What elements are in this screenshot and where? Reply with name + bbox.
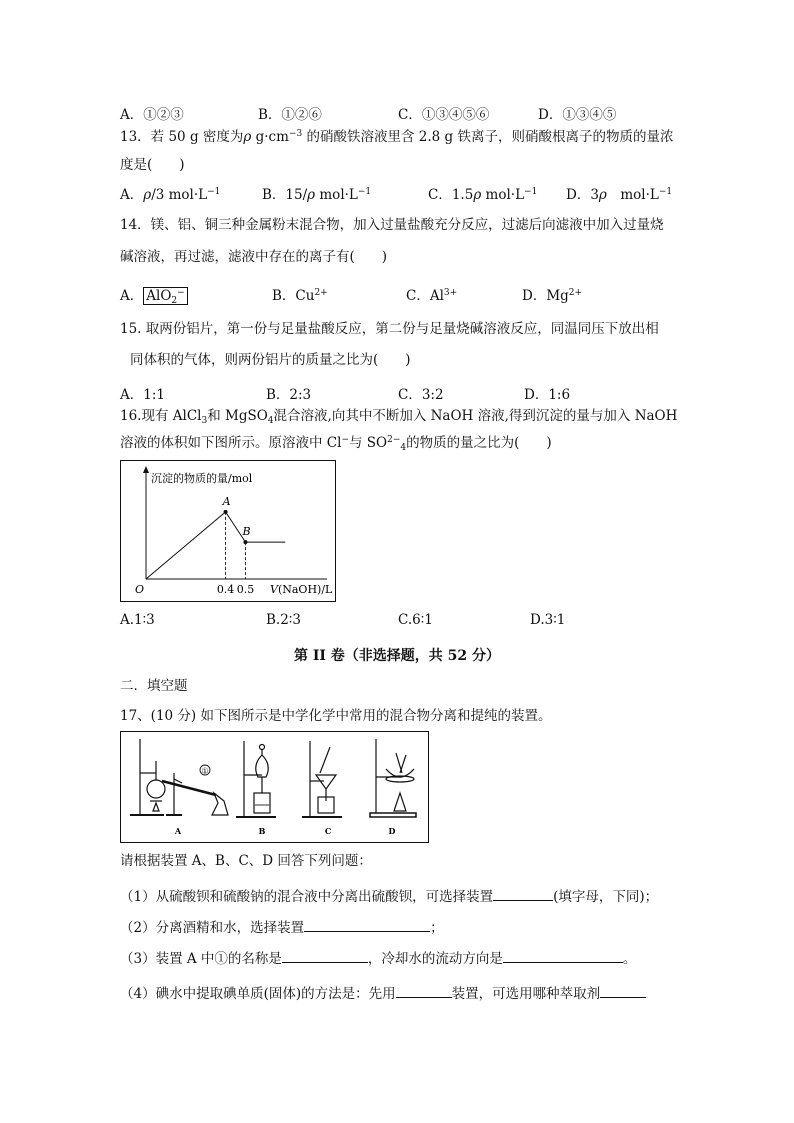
separation-apparatus-figure <box>120 731 429 843</box>
apparatus-frame <box>121 732 429 843</box>
point-label-A: A <box>222 494 231 508</box>
q16-stem-line2: 溶液的体积如下图所示。原溶液中 Cl−与 $SO^{2-}_4$的物质的量之比为( ) <box>120 435 552 453</box>
q17-sub3: （3）装置 A 中①的名称是 ，冷却水的流动方向是 。 <box>120 948 636 969</box>
point-B <box>243 540 247 544</box>
answer-blank-4b[interactable] <box>600 983 646 998</box>
q16-option-c: C.6∶1 <box>398 612 433 628</box>
q15-stem-line2: 同体积的气体，则两份铝片的质量之比为( ) <box>130 352 411 368</box>
answer-blank-3a[interactable] <box>282 948 368 963</box>
q17-intro: 17、(10 分) 如下图所示是中学化学中常用的混合物分离和提纯的装置。 <box>120 708 552 724</box>
point-label-B: B <box>242 525 251 539</box>
q14-option-c: C．$Al^{3+}$ <box>406 288 458 304</box>
origin-label: O <box>135 583 145 596</box>
marker-label: ① <box>201 766 209 776</box>
x-tick-label: 0.4 <box>216 583 235 596</box>
precipitate-series-line <box>146 512 285 579</box>
apparatus-label-B: B <box>258 826 266 836</box>
q16-option-d: D.3∶1 <box>530 612 566 628</box>
q13-option-c: C．1.5ρ $mol\cdot L^{-1}$ <box>428 187 538 203</box>
q13-stem-line1: 13．若 50 g 密度为ρ $g\cdot cm^{-3}$ 的硝酸铁溶液里含 2.8 g 铁离子，则硝酸根离子的物质的量浓 <box>120 129 674 145</box>
section-title: 第 II 卷（非选择题，共 52 分） <box>293 648 501 664</box>
q12-option-a: A．①②③ <box>120 107 184 123</box>
precipitate-graph <box>120 460 336 602</box>
apparatus-label-D: D <box>388 826 396 836</box>
q17-prompt: 请根据装置 A、B、C、D 回答下列问题： <box>120 853 372 869</box>
q12-option-d: D．①③④⑤ <box>538 107 617 123</box>
apparatus-d-evaporation <box>370 739 416 817</box>
aluminate-formula-box: AlO$_2$− <box>143 287 187 305</box>
q12-option-c: C．①③④⑤⑥ <box>398 107 490 123</box>
apparatus-c-filtration <box>302 741 342 817</box>
apparatus-label-C: C <box>324 826 332 836</box>
x-axis-label: V(NaOH)/L <box>270 583 333 596</box>
q16-stem-line1: 16.现有 AlCl$_3$和 MgSO$_4$混合溶液,向其中不断加入 NaOH 溶液,得到沉淀的量与加入 NaOH <box>120 408 678 426</box>
q16-option-b: B.2∶3 <box>266 612 301 628</box>
q15-option-c: C．3:2 <box>398 387 444 403</box>
answer-blank-1[interactable] <box>493 886 553 901</box>
q13-option-a: A．ρ/3 $mol\cdot L^{-1}$ <box>120 187 221 203</box>
q16-option-a: A.1∶3 <box>120 612 155 628</box>
q15-stem-line1: 15. 取两份铝片，第一份与足量盐酸反应，第二份与足量烧碱溶液反应，同温同压下放出相 <box>120 321 659 337</box>
y-axis-arrow <box>143 466 149 473</box>
q15-option-a: A．1:1 <box>120 387 165 403</box>
apparatus-a-distillation <box>130 739 228 815</box>
q17-sub2: （2）分离酒精和水，选择装置 ； <box>120 917 444 938</box>
q14-option-a: A． AlO$_2$− <box>120 284 188 304</box>
q13-stem-line2: 度是( ) <box>120 157 185 173</box>
q14-option-d: D．$Mg^{2+}$ <box>522 288 583 304</box>
q14-stem-line2: 碱溶液，再过滤，滤液中存在的离子有( ) <box>120 249 388 265</box>
q15-option-d: D．1:6 <box>524 387 571 403</box>
answer-blank-2[interactable] <box>304 917 430 932</box>
apparatus-label-A: A <box>174 826 182 836</box>
section-heading: 二．填空题 <box>120 678 188 694</box>
answer-blank-4a[interactable] <box>396 983 452 998</box>
q14-option-b: B．$Cu^{2+}$ <box>272 288 328 304</box>
q15-option-b: B．2:3 <box>266 387 312 403</box>
point-A <box>224 510 228 514</box>
q17-sub4: （4）碘水中提取碘单质(固体)的方法是：先用 装置，可选用哪种萃取剂 <box>120 983 646 1004</box>
q17-sub1: （1）从硫酸钡和硫酸钠的混合液中分离出硫酸钡，可选择装置 (填字母，下同)； <box>120 886 658 907</box>
y-axis-label: 沉淀的物质的量/mol <box>151 472 253 485</box>
q13-option-d: D．3ρ $mol\cdot L^{-1}$ <box>566 187 673 203</box>
q13-option-b: B．15/ρ $mol\cdot L^{-1}$ <box>262 187 372 203</box>
x-tick-label: 0.5 <box>236 583 255 596</box>
apparatus-b-separatory-funnel <box>236 741 276 817</box>
q12-option-b: B．①②⑥ <box>258 107 322 123</box>
q14-stem-line1: 14．镁、铝、铜三种金属粉末混合物，加入过量盐酸充分反应，过滤后向滤液中加入过量烧 <box>120 217 664 233</box>
answer-blank-3b[interactable] <box>503 948 623 963</box>
